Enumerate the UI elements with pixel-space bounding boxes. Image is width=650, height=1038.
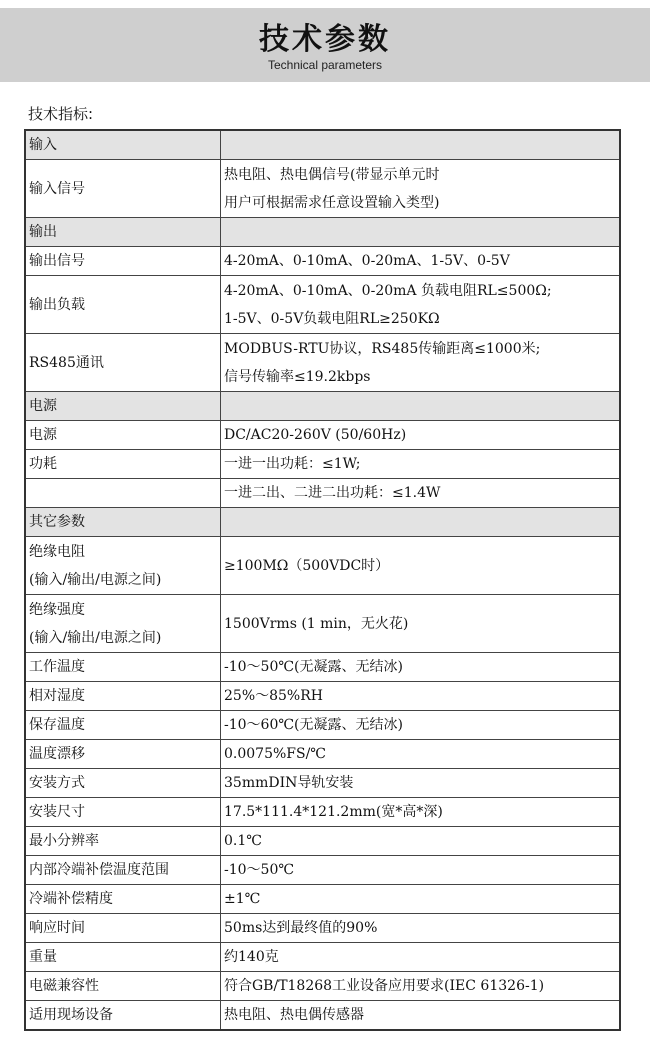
table-row	[25, 711, 620, 740]
param-value: 用户可根据需求任意设置输入类型)	[224, 194, 440, 211]
page-title: 技术参数	[259, 22, 391, 57]
param-name-cell	[25, 798, 221, 827]
param-value-cell	[221, 508, 621, 537]
table-row	[25, 740, 620, 769]
table-row	[25, 856, 620, 885]
param-value: 信号传输率≤19.2kbps	[224, 368, 371, 385]
param-value: 4-20mA、0-10mA、0-20mA、1-5V、0-5V	[224, 253, 510, 269]
param-name: (输入/输出/电源之间)	[29, 571, 162, 588]
param-value-cell	[221, 276, 621, 334]
param-name-cell	[25, 421, 221, 450]
param-name-cell	[25, 769, 221, 798]
header-banner	[0, 8, 650, 82]
param-value: 热电阻、热电偶传感器	[224, 1007, 364, 1023]
param-name: 绝缘强度	[29, 601, 85, 618]
param-value: 4-20mA、0-10mA、0-20mA 负载电阻RL≤500Ω;	[224, 282, 552, 299]
param-name-cell	[25, 885, 221, 914]
section-row	[25, 508, 620, 537]
param-name: 其它参数	[29, 514, 85, 530]
param-name: 工作温度	[29, 659, 85, 675]
table-row	[25, 943, 620, 972]
param-value: 一进二出、二进二出功耗：≤1.4W	[224, 485, 441, 501]
param-value-cell	[221, 711, 621, 740]
param-value: 一进一出功耗：≤1W;	[224, 456, 361, 472]
param-value-cell	[221, 1001, 621, 1031]
section-title	[25, 218, 221, 247]
table-row	[25, 914, 620, 943]
param-value-cell	[221, 682, 621, 711]
param-value: 符合GB/T18268工业设备应用要求(IEC 61326-1)	[224, 978, 545, 994]
table-row	[25, 972, 620, 1001]
param-name-cell	[25, 682, 221, 711]
section-title	[25, 508, 221, 537]
param-name: 保存温度	[29, 717, 85, 733]
param-name: 安装方式	[29, 775, 85, 791]
table-row	[25, 421, 620, 450]
param-value: -10～50℃	[224, 862, 295, 878]
param-value: 0.1℃	[224, 833, 262, 849]
param-value: 0.0075%FS/℃	[224, 746, 326, 762]
section-row	[25, 130, 620, 160]
param-name: 响应时间	[29, 920, 85, 936]
param-name: 适用现场设备	[29, 1007, 113, 1023]
table-row	[25, 682, 620, 711]
table-row	[25, 276, 620, 334]
param-value-cell	[221, 160, 621, 218]
param-name-cell	[25, 537, 221, 595]
table-row	[25, 827, 620, 856]
section-row	[25, 392, 620, 421]
page-subtitle: Technical parameters	[267, 58, 383, 72]
param-value: -10～60℃(无凝露、无结冰)	[224, 717, 403, 733]
param-value-cell	[221, 218, 621, 247]
table-row	[25, 798, 620, 827]
param-name-cell	[25, 740, 221, 769]
param-value-cell	[221, 653, 621, 682]
param-name-cell	[25, 711, 221, 740]
param-name-cell	[25, 914, 221, 943]
param-name-cell	[25, 450, 221, 479]
section-title	[25, 392, 221, 421]
param-value: 50ms达到最终值的90%	[224, 920, 378, 936]
param-value: 35mmDIN导轨安装	[224, 775, 354, 791]
param-name: 电磁兼容性	[29, 978, 99, 994]
param-value-cell	[221, 421, 621, 450]
param-value-cell	[221, 769, 621, 798]
param-name-cell	[25, 827, 221, 856]
param-value-cell	[221, 595, 621, 653]
param-name-cell	[25, 595, 221, 653]
param-name: 重量	[29, 949, 57, 965]
param-value: 17.5*111.4*121.2mm(宽*高*深)	[224, 804, 443, 820]
param-value: MODBUS-RTU协议，RS485传输距离≤1000米;	[224, 340, 541, 357]
param-value: -10～50℃(无凝露、无结冰)	[224, 659, 403, 675]
param-value: DC/AC20-260V (50/60Hz)	[224, 427, 407, 443]
param-name: 内部冷端补偿温度范围	[29, 862, 169, 878]
param-value-cell	[221, 450, 621, 479]
param-name: 输出	[29, 224, 57, 240]
param-value-cell	[221, 914, 621, 943]
param-value-cell	[221, 392, 621, 421]
param-value-cell	[221, 130, 621, 160]
param-name-cell	[25, 160, 221, 218]
param-value-cell	[221, 537, 621, 595]
table-row	[25, 247, 620, 276]
param-value: 约140克	[224, 949, 279, 965]
param-name-cell	[25, 276, 221, 334]
param-name: 电源	[29, 427, 57, 443]
param-name: 电源	[29, 398, 57, 414]
param-name-cell	[25, 943, 221, 972]
param-name: 功耗	[29, 456, 57, 472]
section-title	[25, 130, 221, 160]
param-name: 输入	[29, 137, 57, 153]
param-name: 输入信号	[29, 180, 85, 197]
spec-table	[24, 129, 621, 1031]
param-name: 最小分辨率	[29, 833, 99, 849]
spec-table-body	[25, 130, 620, 1030]
param-name: 冷端补偿精度	[29, 891, 113, 907]
param-name: 输出信号	[29, 253, 85, 269]
param-value-cell	[221, 972, 621, 1001]
param-value-cell	[221, 885, 621, 914]
param-value-cell	[221, 943, 621, 972]
param-value-cell	[221, 334, 621, 392]
param-value: 热电阻、热电偶信号(带显示单元时	[224, 166, 440, 183]
table-row	[25, 479, 620, 508]
param-name-cell	[25, 334, 221, 392]
table-row	[25, 769, 620, 798]
param-name: (输入/输出/电源之间)	[29, 629, 162, 646]
param-name: 相对湿度	[29, 688, 85, 704]
table-row	[25, 450, 620, 479]
spec-heading: 技术指标:	[28, 105, 94, 123]
table-row	[25, 537, 620, 595]
param-value-cell	[221, 798, 621, 827]
param-value: ≥100MΩ（500VDC时）	[224, 557, 390, 574]
param-value-cell	[221, 827, 621, 856]
param-name-cell	[25, 856, 221, 885]
param-name: 输出负载	[29, 296, 85, 313]
param-name: RS485通讯	[29, 354, 104, 371]
param-name-cell	[25, 972, 221, 1001]
table-row	[25, 1001, 620, 1031]
param-name: 安装尺寸	[29, 804, 85, 820]
param-name-cell	[25, 479, 221, 508]
table-row	[25, 160, 620, 218]
table-row	[25, 595, 620, 653]
param-value: 25%～85%RH	[224, 688, 323, 704]
table-row	[25, 653, 620, 682]
param-name-cell	[25, 653, 221, 682]
param-name: 绝缘电阻	[29, 543, 85, 560]
table-row	[25, 334, 620, 392]
param-value: 1-5V、0-5V负载电阻RL≥250KΩ	[224, 310, 440, 327]
table-row	[25, 885, 620, 914]
param-value-cell	[221, 856, 621, 885]
param-name-cell	[25, 247, 221, 276]
param-value-cell	[221, 479, 621, 508]
param-name-cell	[25, 1001, 221, 1031]
param-value-cell	[221, 247, 621, 276]
param-value-cell	[221, 740, 621, 769]
param-value: 1500Vrms (1 min，无火花)	[224, 615, 409, 632]
section-row	[25, 218, 620, 247]
param-name: 温度漂移	[29, 746, 85, 762]
param-value: ±1℃	[224, 891, 261, 907]
